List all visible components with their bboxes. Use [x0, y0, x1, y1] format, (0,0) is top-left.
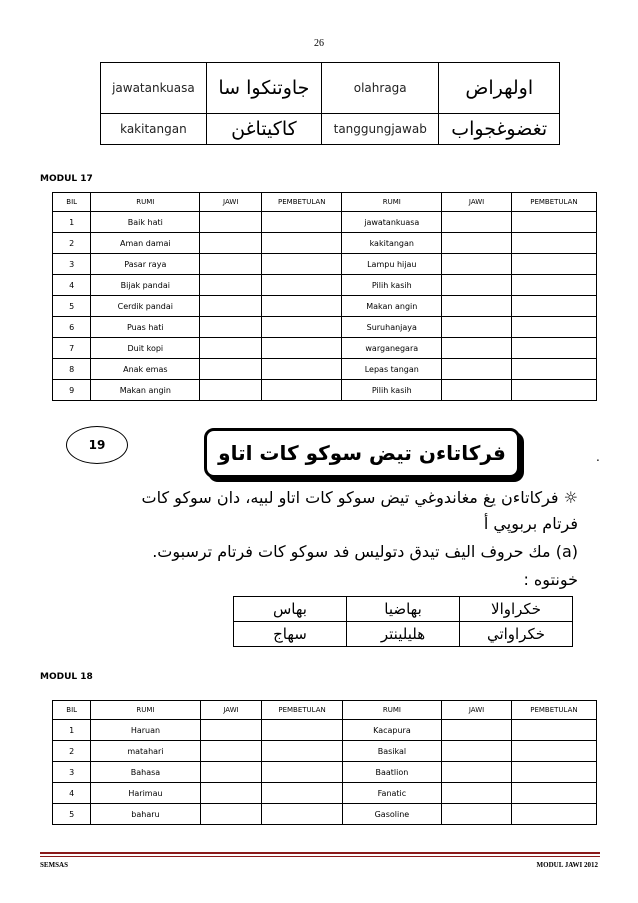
answer-cell[interactable]: [200, 741, 262, 762]
answer-cell[interactable]: [262, 359, 342, 380]
answer-cell[interactable]: [511, 720, 596, 741]
answer-cell[interactable]: [200, 359, 262, 380]
vocab-cell: tanggungjawab: [321, 114, 438, 145]
example-word: هليلينتر: [347, 622, 460, 647]
answer-cell[interactable]: [262, 317, 342, 338]
row-number: 1: [53, 720, 91, 741]
rumi-word: Bijak pandai: [91, 275, 200, 296]
col-header: PEMBETULAN: [511, 701, 596, 720]
answer-cell[interactable]: [511, 233, 596, 254]
example-grid: [233, 596, 573, 647]
answer-cell[interactable]: [442, 380, 512, 401]
answer-cell[interactable]: [200, 233, 262, 254]
rumi-word: Pilih kasih: [342, 380, 442, 401]
footer-rule: [40, 852, 600, 854]
row-number: 3: [53, 762, 91, 783]
page-number: 26: [314, 38, 324, 49]
answer-cell[interactable]: [442, 317, 512, 338]
answer-cell[interactable]: [511, 212, 596, 233]
example-word: خكراوالا: [460, 597, 573, 622]
row-number: 8: [53, 359, 91, 380]
answer-cell[interactable]: [200, 380, 262, 401]
rumi-word: Duit kopi: [91, 338, 200, 359]
answer-cell[interactable]: [511, 762, 596, 783]
answer-cell[interactable]: [200, 804, 262, 825]
modul18-table: [52, 700, 597, 825]
rumi-word: Aman damai: [91, 233, 200, 254]
vocab-cell-jawi: اولهراض: [439, 63, 560, 114]
col-header: JAWI: [200, 701, 262, 720]
vocab-cell: jawatankuasa: [101, 63, 207, 114]
answer-cell[interactable]: [200, 720, 262, 741]
answer-cell[interactable]: [200, 762, 262, 783]
footer-left: SEMSAS: [40, 861, 69, 869]
rumi-word: Makan angin: [91, 380, 200, 401]
answer-cell[interactable]: [200, 275, 262, 296]
vocab-cell-jawi: جاوتنكوا سا: [206, 63, 321, 114]
rumi-word: warganegara: [342, 338, 442, 359]
lesson-rule-line: فرتام بربوڽي أ: [483, 514, 578, 533]
rumi-word: Puas hati: [91, 317, 200, 338]
rumi-word: Suruhanjaya: [342, 317, 442, 338]
example-heading: خونتوه :: [523, 570, 578, 589]
answer-cell[interactable]: [442, 275, 512, 296]
modul17-table: [52, 192, 597, 401]
rumi-word: Anak emas: [91, 359, 200, 380]
answer-cell[interactable]: [262, 233, 342, 254]
modul18-label: MODUL 18: [40, 672, 93, 682]
example-word: خكراواتي: [460, 622, 573, 647]
col-header: RUMI: [91, 193, 200, 212]
col-header: JAWI: [200, 193, 262, 212]
col-header: PEMBETULAN: [262, 701, 342, 720]
rumi-word: Lepas tangan: [342, 359, 442, 380]
vocab-cell: olahraga: [321, 63, 438, 114]
answer-cell[interactable]: [200, 296, 262, 317]
table-row: [53, 254, 597, 275]
col-header: PEMBETULAN: [511, 193, 596, 212]
answer-cell[interactable]: [262, 720, 342, 741]
footer-rule: [40, 856, 600, 857]
answer-cell[interactable]: [511, 783, 596, 804]
col-header: PEMBETULAN: [262, 193, 342, 212]
rumi-word: Fanatic: [342, 783, 442, 804]
row-number: 2: [53, 233, 91, 254]
row-number: 9: [53, 380, 91, 401]
table-row: [53, 317, 597, 338]
table-row: [53, 338, 597, 359]
table-row: [53, 380, 597, 401]
rumi-word: Kacapura: [342, 720, 442, 741]
answer-cell[interactable]: [262, 296, 342, 317]
table-row: [53, 212, 597, 233]
answer-cell[interactable]: [262, 804, 342, 825]
rumi-word: Harimau: [91, 783, 200, 804]
lesson-title-banner: فركاتاءن تيض سوكو كات اتاو: [204, 428, 520, 478]
rumi-word: baharu: [91, 804, 200, 825]
answer-cell[interactable]: [511, 359, 596, 380]
answer-cell[interactable]: [511, 317, 596, 338]
rumi-word: Basikal: [342, 741, 442, 762]
vocab-cell-jawi: كاكيتاغن: [206, 114, 321, 145]
row-number: 7: [53, 338, 91, 359]
answer-cell[interactable]: [262, 212, 342, 233]
col-header: BIL: [53, 193, 91, 212]
table-row: [53, 359, 597, 380]
rumi-word: jawatankuasa: [342, 212, 442, 233]
col-header: RUMI: [342, 193, 442, 212]
answer-cell[interactable]: [200, 338, 262, 359]
answer-cell[interactable]: [200, 212, 262, 233]
rumi-word: Baatlion: [342, 762, 442, 783]
answer-cell[interactable]: [511, 296, 596, 317]
answer-cell[interactable]: [262, 380, 342, 401]
answer-cell[interactable]: [262, 741, 342, 762]
rumi-word: Baik hati: [91, 212, 200, 233]
col-header: JAWI: [442, 701, 512, 720]
table-row: [53, 233, 597, 254]
answer-cell[interactable]: [442, 296, 512, 317]
answer-cell[interactable]: [442, 212, 512, 233]
row-number: 2: [53, 741, 91, 762]
row-number: 1: [53, 212, 91, 233]
example-word: بهاضيا: [347, 597, 460, 622]
answer-cell[interactable]: [511, 804, 596, 825]
row-number: 4: [53, 275, 91, 296]
table-row: [53, 741, 597, 762]
col-header: RUMI: [91, 701, 200, 720]
vocab-cell-jawi: تغضوغجواب: [439, 114, 560, 145]
lesson-rule-line: (a) مك حروف اليف تيدق دتوليس فد سوكو كات فرتام ترسبوت.: [152, 542, 578, 561]
answer-cell[interactable]: [442, 741, 512, 762]
rumi-word: matahari: [91, 741, 200, 762]
table-row: [53, 783, 597, 804]
table-row: [53, 804, 597, 825]
lesson-number-badge: 19: [66, 426, 128, 464]
rumi-word: kakitangan: [342, 233, 442, 254]
rumi-word: Gasoline: [342, 804, 442, 825]
rumi-word: Makan angin: [342, 296, 442, 317]
answer-cell[interactable]: [262, 783, 342, 804]
answer-cell[interactable]: [200, 254, 262, 275]
answer-cell[interactable]: [442, 338, 512, 359]
col-header: JAWI: [442, 193, 512, 212]
rumi-word: Cerdik pandai: [91, 296, 200, 317]
rumi-word: Haruan: [91, 720, 200, 741]
answer-cell[interactable]: [442, 359, 512, 380]
rumi-word: Lampu hijau: [342, 254, 442, 275]
dot: .: [596, 450, 600, 464]
rumi-word: Pilih kasih: [342, 275, 442, 296]
row-number: 5: [53, 804, 91, 825]
answer-cell[interactable]: [200, 783, 262, 804]
answer-cell[interactable]: [442, 783, 512, 804]
table-row: [53, 275, 597, 296]
answer-cell[interactable]: [200, 317, 262, 338]
answer-cell[interactable]: [511, 741, 596, 762]
footer-right: MODUL JAWI 2012: [536, 861, 598, 869]
row-number: 5: [53, 296, 91, 317]
lesson-rule-line: ☼ فركاتاءن يغ مغاندوغي تيض سوكو كات اتاو لبيه، دان سوكو كات: [141, 488, 578, 507]
answer-cell[interactable]: [511, 380, 596, 401]
answer-cell[interactable]: [262, 762, 342, 783]
answer-cell[interactable]: [262, 338, 342, 359]
answer-cell[interactable]: [511, 338, 596, 359]
rumi-word: Bahasa: [91, 762, 200, 783]
modul17-label: MODUL 17: [40, 174, 93, 184]
answer-cell[interactable]: [442, 233, 512, 254]
table-row: [53, 762, 597, 783]
row-number: 4: [53, 783, 91, 804]
answer-cell[interactable]: [442, 254, 512, 275]
rumi-word: Pasar raya: [91, 254, 200, 275]
answer-cell[interactable]: [442, 804, 512, 825]
answer-cell[interactable]: [442, 720, 512, 741]
col-header: BIL: [53, 701, 91, 720]
answer-cell[interactable]: [262, 275, 342, 296]
row-number: 3: [53, 254, 91, 275]
example-word: بهاس: [234, 597, 347, 622]
example-word: سهاج: [234, 622, 347, 647]
answer-cell[interactable]: [262, 254, 342, 275]
col-header: RUMI: [342, 701, 442, 720]
table-row: [53, 296, 597, 317]
vocab-table: [100, 62, 560, 145]
table-row: [53, 720, 597, 741]
answer-cell[interactable]: [442, 762, 512, 783]
vocab-cell: kakitangan: [101, 114, 207, 145]
row-number: 6: [53, 317, 91, 338]
answer-cell[interactable]: [511, 254, 596, 275]
answer-cell[interactable]: [511, 275, 596, 296]
